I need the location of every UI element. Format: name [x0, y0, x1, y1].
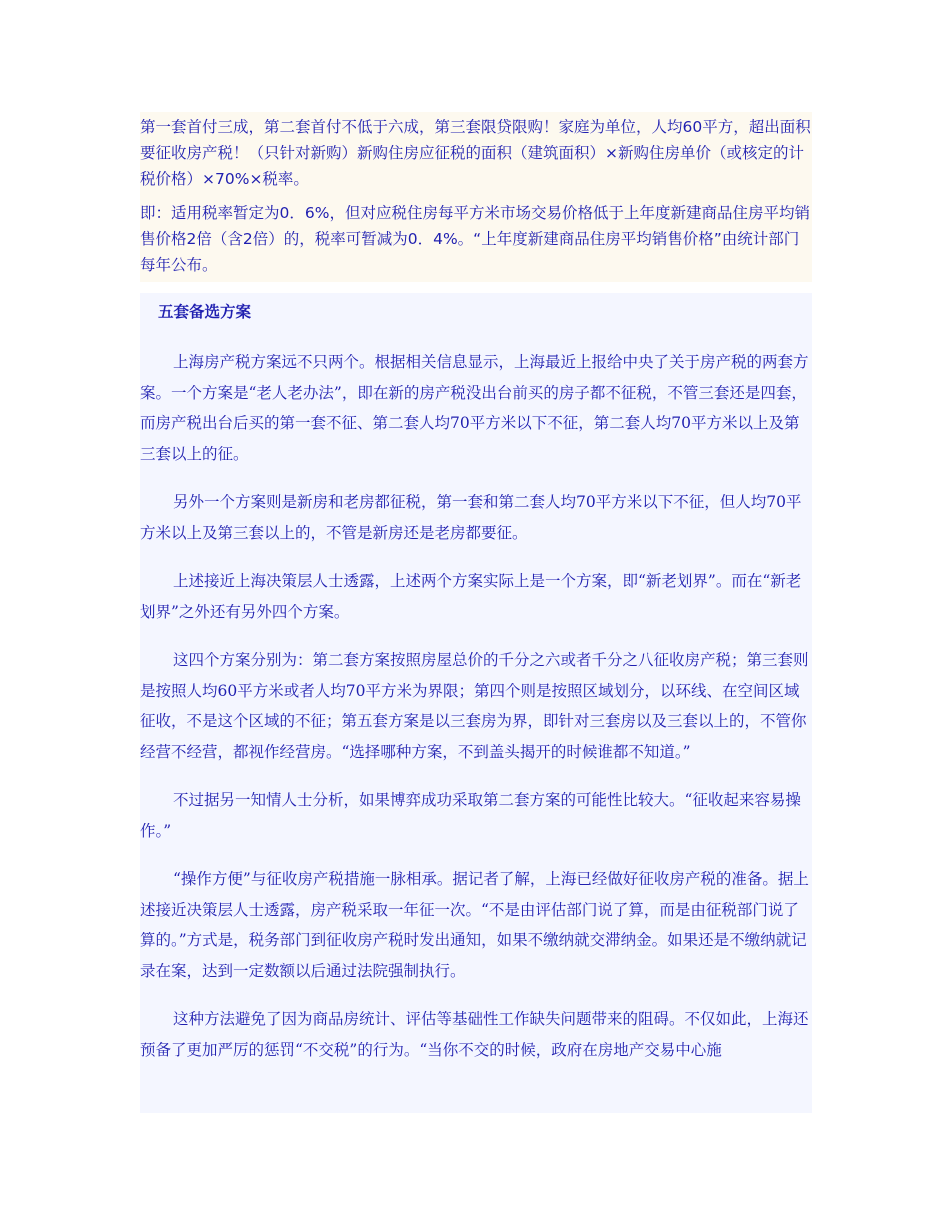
intro-paragraph-2: 即：适用税率暂定为0．6%，但对应税住房每平方米市场交易价格低于上年度新建商品住房平均销售价格2倍（含2倍）的，税率可暂减为0．4%。“上年度新建商品住房平均销售价格”由统计部门每年公布。 [140, 204, 810, 274]
intro-box [140, 112, 812, 282]
intro-paragraph-1: 第一套首付三成，第二套首付不低于六成，第三套限贷限购！家庭为单位，人均60平方，超出面积要征收房产税！（只针对新购）新购住房应征税的面积（建筑面积）×新购住房单价（或核定的计税价格）×70%×税率。 [140, 118, 811, 188]
body-paragraph-3: 上述接近上海决策层人士透露，上述两个方案实际上是一个方案，即“新老划界”。而在“新老划界”之外还有另外四个方案。 [140, 572, 802, 621]
body-paragraph-1: 上海房产税方案远不只两个。根据相关信息显示，上海最近上报给中央了关于房产税的两套方案。一个方案是“老人老办法”，即在新的房产税没出台前买的房子都不征税，不管三套还是四套，而房产税出台后买的第一套不征、第二套人均70平方米以下不征，第二套人均70平方米以上及第三套以上的征。 [140, 353, 809, 463]
section-heading: 五套备选方案 [158, 303, 252, 321]
body-paragraph-2: 另外一个方案则是新房和老房都征税，第一套和第二套人均70平方米以下不征，但人均70平方米以上及第三套以上的，不管是新房还是老房都要征。 [140, 493, 802, 542]
body-paragraph-6: “操作方便”与征收房产税措施一脉相承。据记者了解，上海已经做好征收房产税的准备。据上述接近决策层人士透露，房产税采取一年征一次。“不是由评估部门说了算，而是由征税部门说了算的。”方式是，税务部门到征收房产税时发出通知，如果不缴纳就交滞纳金。如果还是不缴纳就记录在案，达到一定数额以后通过法院强制执行。 [140, 870, 809, 980]
article-section [140, 293, 812, 1113]
body-paragraph-7: 这种方法避免了因为商品房统计、评估等基础性工作缺失问题带来的阻碍。不仅如此，上海还预备了更加严厉的惩罚“不交税”的行为。“当你不交的时候，政府在房地产交易中心施 [140, 1010, 809, 1059]
body-paragraph-4: 这四个方案分别为：第二套方案按照房屋总价的千分之六或者千分之八征收房产税；第三套则是按照人均60平方米或者人均70平方米为界限；第四个则是按照区域划分，以环线、在空间区域征收，不是这个区域的不征；第五套方案是以三套房为界，即针对三套房以及三套以上的，不管你经营不经营，都视作经营房。“选择哪种方案，不到盖头揭开的时候谁都不知道。” [140, 651, 809, 761]
body-paragraph-5: 不过据另一知情人士分析，如果博弈成功采取第二套方案的可能性比较大。“征收起来容易操作。” [140, 791, 801, 840]
